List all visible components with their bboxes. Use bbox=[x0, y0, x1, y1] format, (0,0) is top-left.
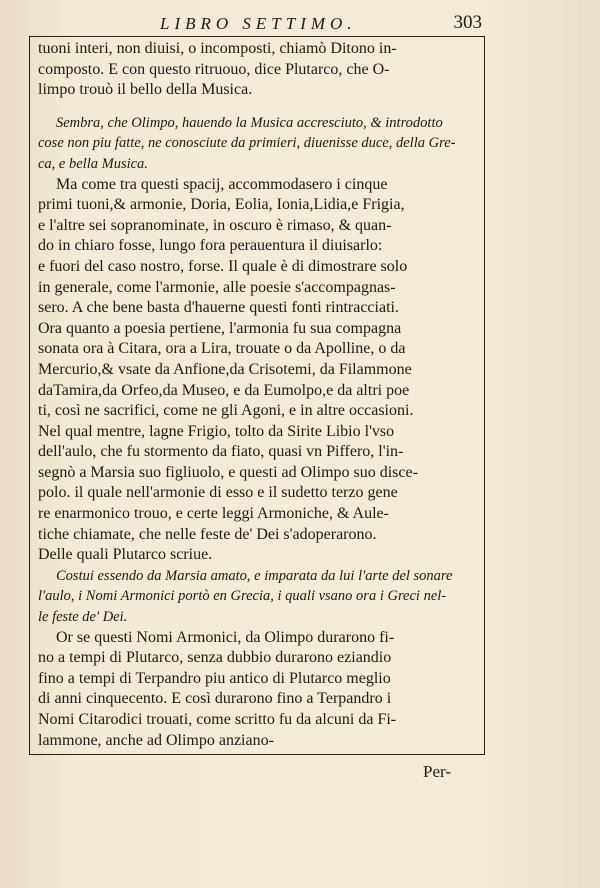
text-line: e l'altre sei sopranominate, in oscuro è rimaso, & quan- bbox=[38, 216, 392, 234]
text-line: in generale, come l'armonie, alle poesie s'accompagnas- bbox=[38, 278, 396, 296]
quote-line: l'aulo, i Nomi Armonici portò en Grecia, i quali vsano ora i Greci nel- bbox=[38, 588, 447, 605]
text-line: tiche chiamate, che nelle feste de' Dei s'adoperarono. bbox=[38, 525, 377, 543]
page-number: 303 bbox=[453, 12, 482, 33]
text-line: Nomi Citarodici trouati, come scritto fu da alcuni da Fi- bbox=[38, 711, 397, 728]
text-line: lammone, anche ad Olimpo anziano- bbox=[38, 731, 274, 749]
paragraph-1 bbox=[38, 39, 482, 101]
text-line: composto. E con questo ritruouo, dice Plutarco, che O- bbox=[38, 60, 390, 78]
quote-line: cose non piu fatte, ne conosciute da primieri, diuenisse duce, della Gre- bbox=[38, 135, 456, 152]
quote-2 bbox=[38, 566, 482, 628]
catchword: Per- bbox=[423, 762, 451, 781]
text-line: Ma come tra questi spacij, accommodasero i cinque bbox=[56, 175, 388, 193]
quote-1 bbox=[38, 113, 482, 175]
text-line: polo. il quale nell'armonie di esso e il sudetto terzo gene bbox=[38, 484, 398, 502]
text-line: segnò a Marsia suo figliuolo, e questi ad Olimpo suo disce- bbox=[38, 463, 418, 481]
text-line: e fuori del caso nostro, forse. Il quale è di dimostrare solo bbox=[38, 257, 408, 275]
text-line: Nel qual mentre, lagne Frigio, tolto da Sirite Libio l'vso bbox=[38, 422, 395, 440]
frame-bottom-rule bbox=[29, 754, 485, 755]
text-line: fino a tempi di Terpandro piu antico di Plutarco meglio bbox=[38, 669, 391, 687]
paragraph-2 bbox=[38, 175, 482, 566]
text-line: no a tempi di Plutarco, senza dubbio durarono eziandio bbox=[38, 649, 392, 667]
text-line: primi tuoni,& armonie, Doria, Eolia, Ionia,Lidia,e Frigia, bbox=[38, 196, 405, 214]
text-line: daTamira,da Orfeo,da Museo, e da Eumolpo,e da altri poe bbox=[38, 381, 410, 399]
quote-line: Costui essendo da Marsia amato, e imparata da lui l'arte del sonare bbox=[56, 567, 453, 584]
text-line: Or se questi Nomi Armonici, da Olimpo durarono fi- bbox=[56, 628, 395, 646]
main-text bbox=[38, 39, 482, 751]
text-line: Delle quali Plutarco scriue. bbox=[38, 546, 213, 564]
text-line: tuoni interi, non diuisi, o incomposti, chiamò Ditono in- bbox=[38, 40, 397, 57]
text-line: sonata ora à Citara, ora a Lira, trouate o da Apolline, o da bbox=[38, 340, 406, 358]
text-line: Mercurio,& vsate da Anfione,da Crisotemi, da Filammone bbox=[38, 360, 412, 378]
text-line: di anni cinquecento. E così durarono fino a Terpandro i bbox=[38, 690, 392, 708]
text-line: limpo trouò il bello della Musica. bbox=[38, 81, 253, 99]
paragraph-3 bbox=[38, 628, 482, 752]
text-line: dell'aulo, che fu stormento da fiato, quasi vn Piffero, l'in- bbox=[38, 443, 404, 461]
text-line: do in chiaro fosse, lungo fora perauentura il diuisarlo: bbox=[38, 237, 383, 255]
quote-line: le feste de' Dei. bbox=[38, 609, 128, 626]
text-line: sero. A che bene basta d'hauerne questi fonti rintracciati. bbox=[38, 299, 399, 317]
text-line: re enarmonico trouo, e certe leggi Armoniche, & Aule- bbox=[38, 505, 389, 523]
text-line: Ora quanto a poesia pertiene, l'armonia fu sua compagna bbox=[38, 319, 402, 337]
page-header bbox=[30, 8, 482, 36]
quote-line: ca, e bella Musica. bbox=[38, 155, 148, 172]
quote-line: Sembra, che Olimpo, hauendo la Musica accresciuto, & introdotto bbox=[56, 114, 443, 131]
running-title: LIBRO SETTIMO. bbox=[160, 14, 357, 33]
text-line: ti, così ne sacrifici, come ne gli Agoni, e in altre occasioni. bbox=[38, 402, 414, 420]
